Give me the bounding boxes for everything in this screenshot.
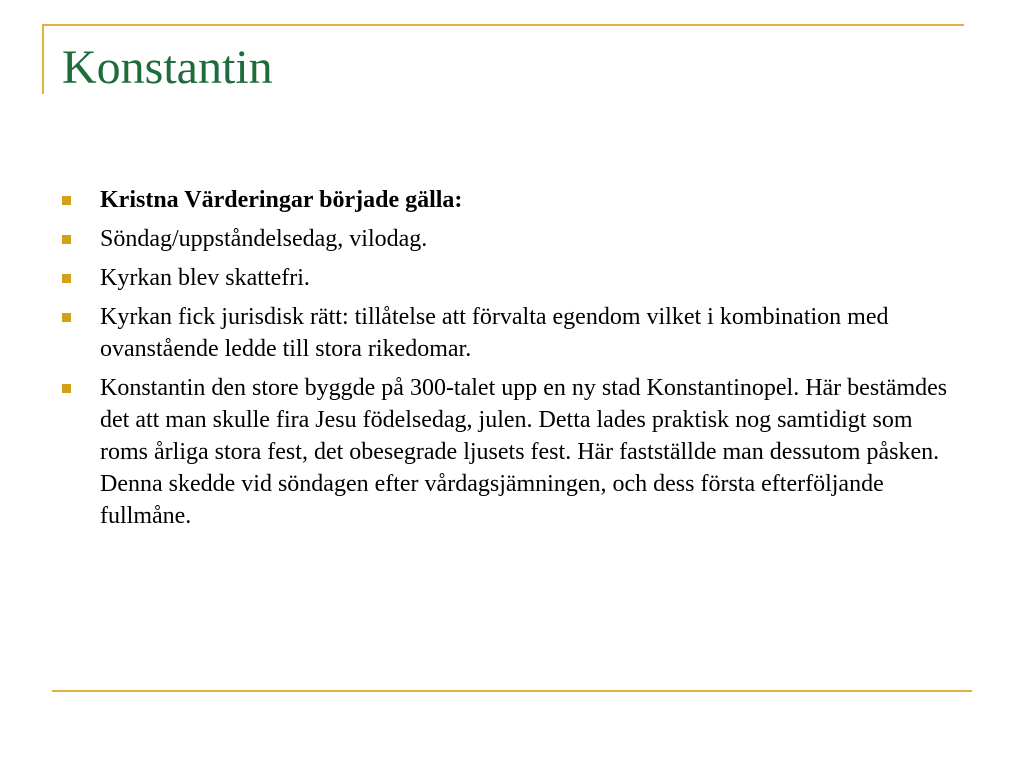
square-bullet-icon <box>62 274 71 283</box>
title-frame-top-rule <box>42 24 964 26</box>
bullet-item <box>62 223 962 255</box>
bullet-item <box>62 184 962 216</box>
bullet-text: Kyrkan fick jurisdisk rätt: tillåtelse att förvalta egendom vilket i kombination med ovanstående ledde till stora rikedomar. <box>100 304 889 362</box>
square-bullet-icon <box>62 313 71 322</box>
bullet-text: Söndag/uppståndelsedag, vilodag. <box>100 226 428 252</box>
slide-title: Konstantin <box>62 41 273 94</box>
square-bullet-icon <box>62 384 71 393</box>
bullet-text: Konstantin den store byggde på 300-talet upp en ny stad Konstantinopel. Här bestämdes det att man skulle fira Jesu födelsedag, julen. Detta lades praktisk nog samtidigt som roms årliga stora fest, det obesegrade ljusets fest. Här fastställde man dessutom påsken. Denna skedde vid söndagen efter vårdagsjämningen, och dess första efterföljande fullmåne. <box>100 375 948 529</box>
square-bullet-icon <box>62 235 71 244</box>
bullet-text: Kyrkan blev skattefri. <box>100 265 310 291</box>
bullet-item <box>62 372 962 532</box>
bullet-item <box>62 301 962 365</box>
bullet-item <box>62 262 962 294</box>
footer-rule <box>52 690 972 692</box>
bullet-text: Kristna Värderingar började gälla: <box>100 187 463 213</box>
bullet-list <box>62 184 962 539</box>
square-bullet-icon <box>62 196 71 205</box>
title-frame-left-rule <box>42 24 44 94</box>
